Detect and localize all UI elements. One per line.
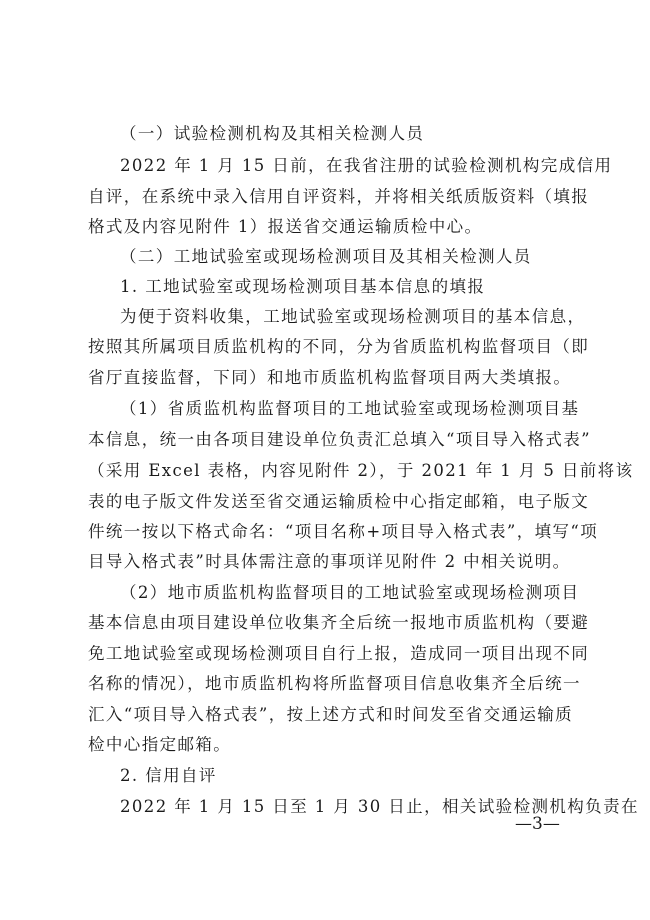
subsection-heading-2: 2. 信用自评 [120, 766, 217, 785]
paragraph-line: （1）省质监机构监督项目的工地试验室或现场检测项目基 [120, 399, 580, 418]
paragraph-line: 基本信息由项目建设单位收集齐全后统一报地市质监机构（要避 [88, 613, 590, 632]
paragraph-line: 本信息，统一由各项目建设单位负责汇总填入“项目导入格式表” [88, 430, 591, 449]
paragraph-line: 表的电子版文件发送至省交通运输质检中心指定邮箱，电子版文 [88, 492, 590, 511]
paragraph-line: 格式及内容见附件 1）报送省交通运输质检中心。 [88, 217, 483, 236]
section-heading-2: （二）工地试验室或现场检测项目及其相关检测人员 [120, 247, 532, 266]
paragraph-line: 免工地试验室或现场检测项目自行上报，造成同一项目出现不同 [88, 644, 590, 663]
paragraph-line: 目导入格式表”时具体需注意的事项详见附件 2 中相关说明。 [88, 552, 571, 571]
paragraph-line: （采用 Excel 表格，内容见附件 2），于 2021 年 1 月 5 日前将该 [88, 461, 634, 480]
paragraph-line: 省厅直接监督，下同）和地市质监机构监督项目两大类填报。 [88, 368, 572, 387]
paragraph-line: 件统一按以下格式命名：“项目名称+项目导入格式表”，填写“项 [88, 522, 599, 541]
subsection-heading-1: 1. 工地试验室或现场检测项目基本信息的填报 [120, 277, 486, 296]
paragraph-line: 自评，在系统中录入信用自评资料，并将相关纸质版资料（填报 [88, 187, 590, 206]
paragraph-line: 2022 年 1 月 15 日前，在我省注册的试验检测机构完成信用 [120, 156, 613, 175]
paragraph-line: 为便于资料收集，工地试验室或现场检测项目的基本信息， [120, 307, 586, 326]
paragraph-line: 名称的情况），地市质监机构将所监督项目信息收集齐全后统一 [88, 674, 581, 693]
section-heading-1: （一）试验检测机构及其相关检测人员 [120, 124, 425, 143]
paragraph-line: （2）地市质监机构监督项目的工地试验室或现场检测项目 [120, 583, 580, 602]
paragraph-line: 按照其所属项目质监机构的不同，分为省质监机构监督项目（即 [88, 337, 590, 356]
paragraph-line: 汇入“项目导入格式表”，按上述方式和时间发至省交通运输质 [88, 705, 574, 724]
paragraph-line: 检中心指定邮箱。 [88, 735, 232, 754]
page-number: —3— [515, 814, 560, 834]
paragraph-line: 2022 年 1 月 15 日至 1 月 30 日止，相关试验检测机构负责在 [120, 797, 639, 816]
